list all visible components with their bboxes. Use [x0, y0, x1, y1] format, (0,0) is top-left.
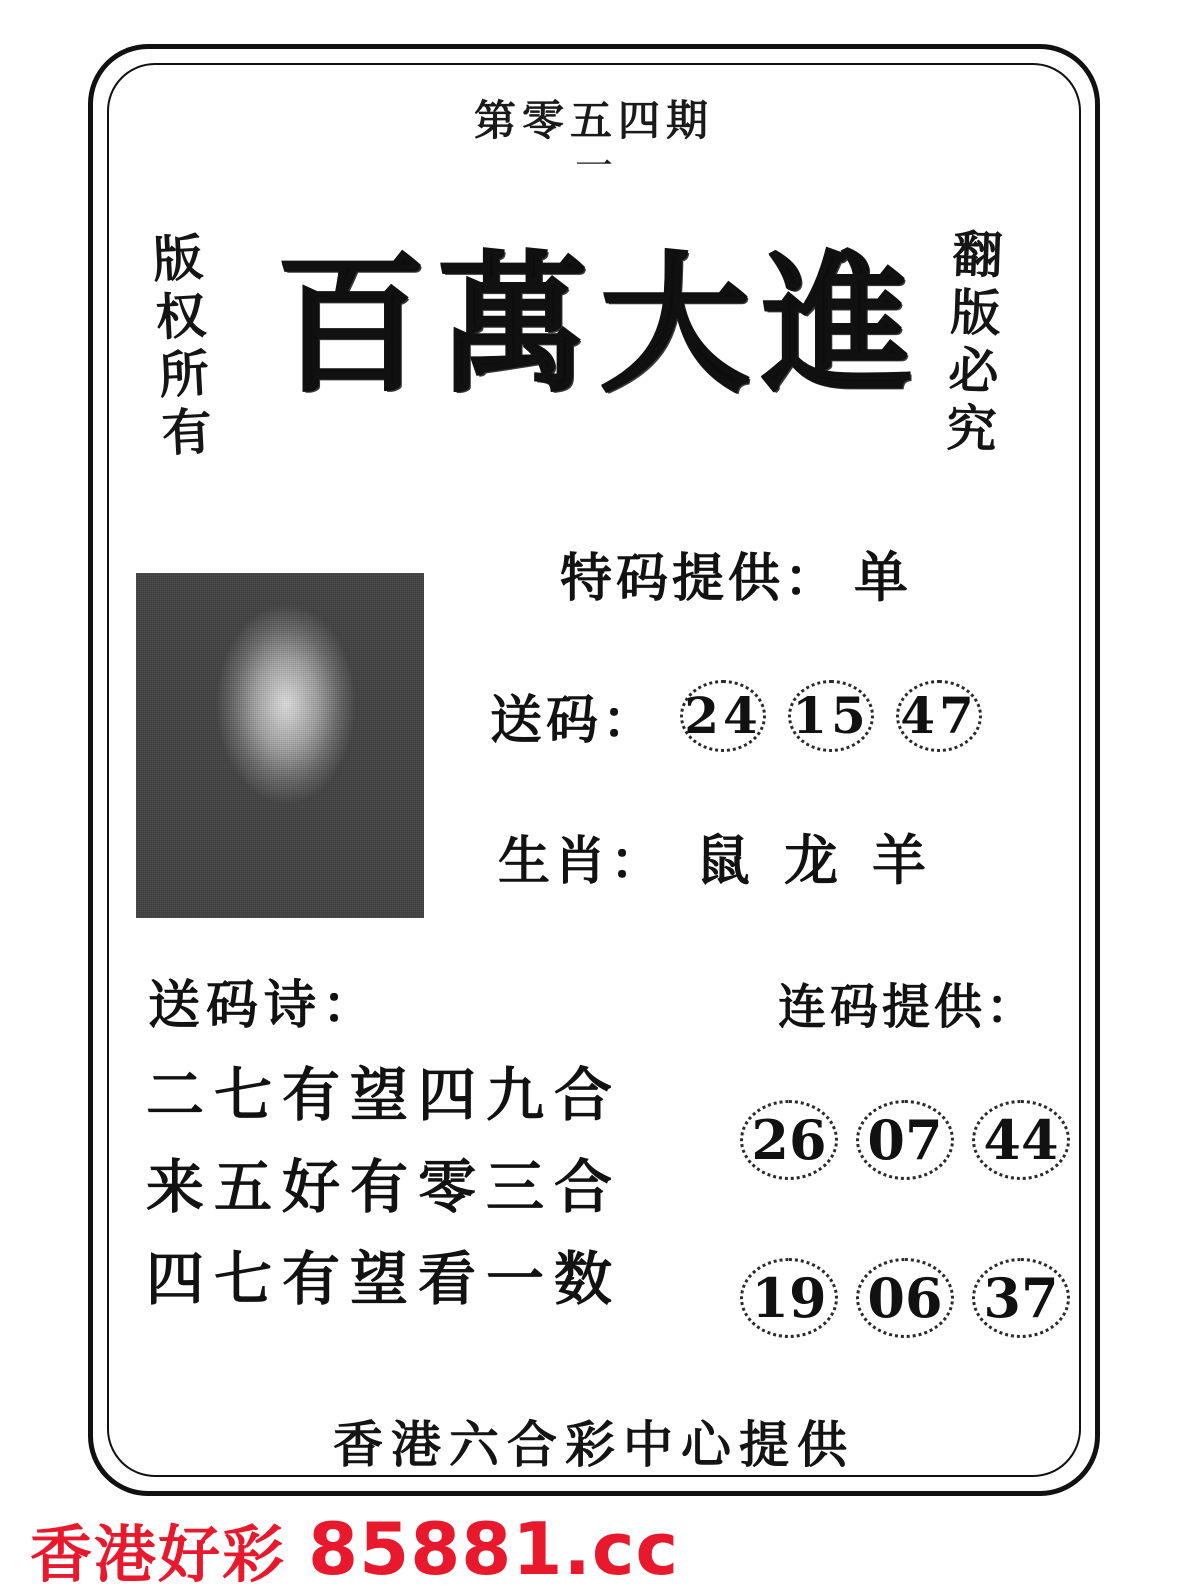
copyright-slogan-left: 版权所有 [143, 230, 215, 466]
lianma-ball: 26 [740, 1100, 838, 1180]
send-code-ball: 47 [896, 680, 982, 752]
special-code-label: 特码提供： [560, 548, 841, 609]
lianma-row [740, 1100, 1088, 1180]
banner-brand-text: 香港好彩 [30, 1517, 287, 1591]
zodiac-animal: 羊 [872, 828, 931, 892]
send-code-row [490, 678, 982, 753]
lianma-ball: 06 [856, 1258, 954, 1338]
issue-underline-mark: 一 [574, 144, 613, 188]
lianma-ball: 37 [972, 1258, 1070, 1338]
send-code-label: 送码： [490, 690, 659, 751]
photo-grain-overlay [136, 573, 424, 918]
footer-credit: 香港六合彩中心提供 [333, 1415, 855, 1474]
poem-line: 来五好有零三合 [146, 1153, 623, 1221]
lianma-row [740, 1258, 1088, 1338]
zodiac-label: 生肖： [498, 831, 667, 892]
copyright-slogan-right: 翻版必究 [937, 227, 1005, 461]
banner-site-number: 85881.cc [308, 1507, 680, 1591]
poem-line: 二七有望四九合 [146, 1061, 623, 1129]
special-code-row [560, 535, 912, 612]
portrait-photo-image [136, 573, 424, 918]
poem-line: 四七有望看一数 [146, 1245, 623, 1313]
send-code-ball: 15 [788, 680, 874, 752]
lianma-title: 连码提供： [778, 979, 1039, 1035]
zodiac-row [498, 818, 930, 895]
special-code-value: 单 [854, 545, 913, 609]
lianma-ball: 19 [740, 1258, 838, 1338]
page-title: 百萬大進 [275, 237, 924, 413]
zodiac-animal: 龙 [784, 828, 843, 892]
lianma-ball: 07 [856, 1100, 954, 1180]
poem-title: 送码诗： [148, 975, 381, 1036]
issue-number: 第零五四期 [473, 96, 714, 145]
portrait-photo [136, 573, 436, 928]
lianma-ball: 44 [972, 1100, 1070, 1180]
send-code-ball: 24 [680, 680, 766, 752]
bottom-banner [0, 1502, 1188, 1596]
zodiac-animal: 鼠 [696, 828, 755, 892]
